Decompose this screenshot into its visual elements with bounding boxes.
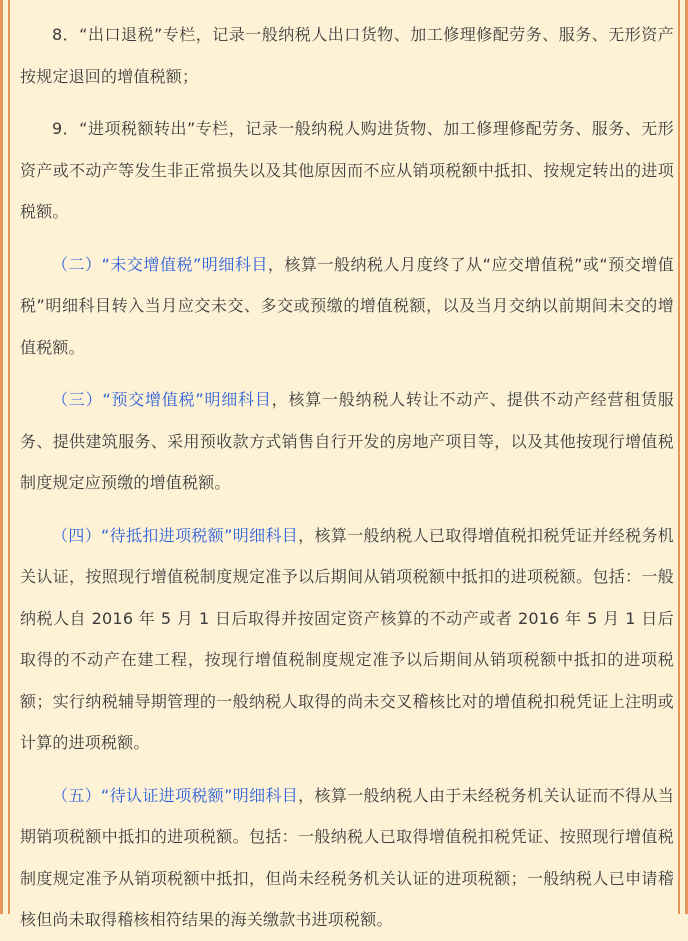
- paragraph-text: 9．“进项税额转出”专栏，记录一般纳税人购进货物、加工修理修配劳务、服务、无形资产或不动产等发生非正常损失以及其他原因而不应从销项税额中抵扣、按规定转出的进项税额。: [20, 119, 674, 221]
- paragraph-text: 8．“出口退税”专栏，记录一般纳税人出口货物、加工修理修配劳务、服务、无形资产按规定退回的增值税额；: [20, 25, 674, 86]
- article-body: [20, 14, 674, 941]
- section-heading: （五）“待认证进项税额”明细科目: [52, 785, 299, 805]
- section-heading: （三）“预交增值税”明细科目: [52, 390, 272, 409]
- paragraph-input-tax-pending-deduction: [20, 515, 674, 764]
- section-heading: （四）“待抵扣进项税额”明细科目: [52, 525, 299, 545]
- paragraph-text: ，核算一般纳税人月度终了从“应交增值税”或“预交增值税”明细科目转入当月应交未交、多交或预缴的增值税额，以及当月交纳以前期间未交的增值税额。: [20, 254, 674, 357]
- paragraph-text: ，核算一般纳税人已取得增值税扣税凭证并经税务机关认证，按照现行增值税制度规定准予以后期间从销项税额中抵扣的进项税额。包括：一般纳税人自 2016 年 5 月 1 日后取得并按固定资产核算的不动产或者 2016 年 5 月 1 日后取得的不动产在建工程，按现行增值税制度规定准予以后期间从销项税额中抵扣的进项税额；实行纳税辅导期管理的一般纳税人取得的尚未交叉稽核比对的增值税扣税凭证上注明或计算的进项税额。: [20, 525, 674, 752]
- paragraph-text: ，核算一般纳税人转让不动产、提供不动产经营租赁服务、提供建筑服务、采用预收款方式销售自行开发的房地产项目等，以及其他按现行增值税制度规定应预缴的增值税额。: [20, 390, 674, 492]
- paragraph-export-tax-refund: [20, 14, 674, 97]
- paragraph-unpaid-vat: [20, 244, 674, 369]
- paragraph-text: ，核算一般纳税人由于未经税务机关认证而不得从当期销项税额中抵扣的进项税额。包括：一般纳税人已取得增值税扣税凭证、按照现行增值税制度规定准予从销项税额中抵扣，但尚未经税务机关认证的进项税额；一般纳税人已申请稽核但尚未取得稽核相符结果的海关缴款书进项税额。: [20, 785, 674, 929]
- section-heading: （二）“未交增值税”明细科目: [52, 254, 268, 274]
- paragraph-prepaid-vat: [20, 379, 674, 504]
- paragraph-input-tax-pending-certification: [20, 775, 674, 941]
- paragraph-input-tax-transfer-out: [20, 108, 674, 233]
